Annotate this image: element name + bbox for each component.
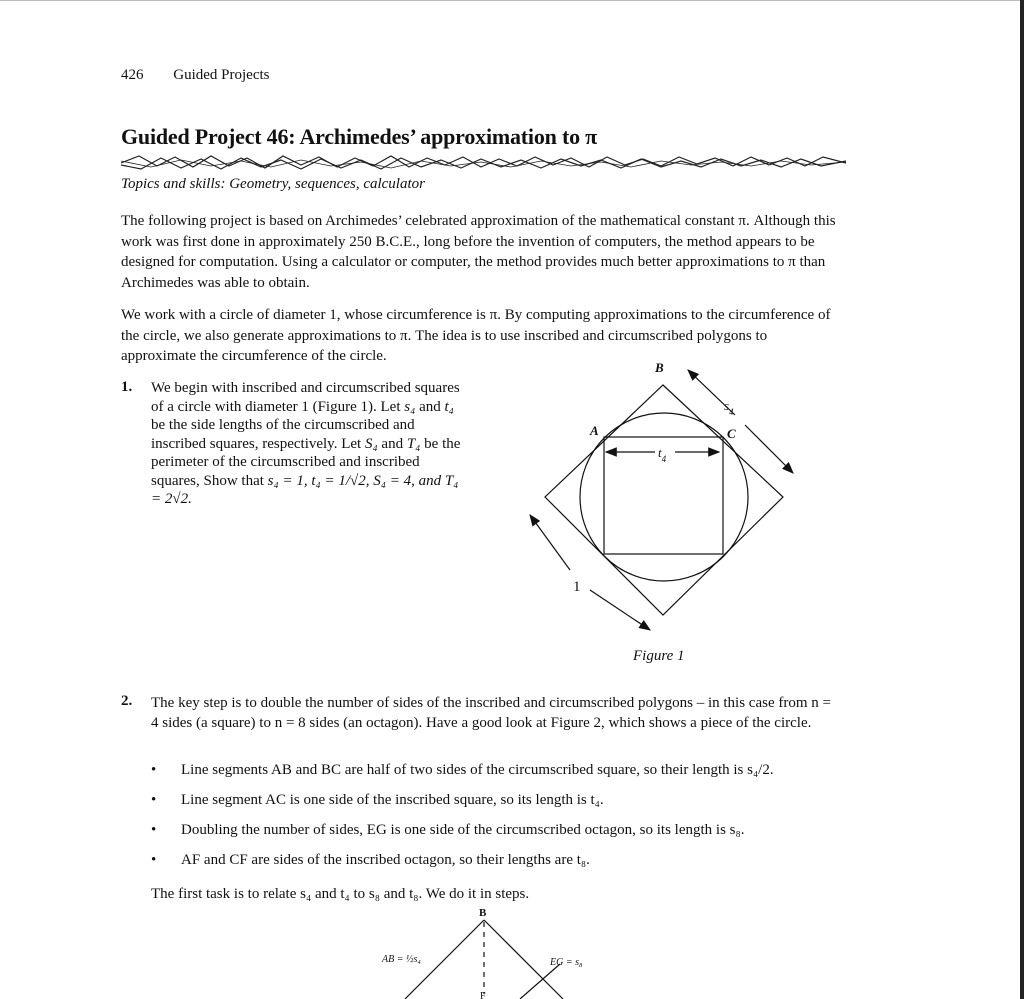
- page-number: 426: [121, 67, 144, 83]
- item-1-text: [151, 379, 471, 509]
- page-right-edge: [1020, 0, 1024, 999]
- item-1-text-c: be the side lengths of the circumscribed and inscribed squares, respectively. Let: [151, 417, 415, 452]
- one-arrow-down: [590, 590, 650, 630]
- bullet-icon: •: [151, 792, 157, 808]
- label-EG: EG = s₈: [550, 957, 583, 968]
- bullet-icon: •: [151, 852, 157, 868]
- label-B: B: [655, 360, 664, 375]
- one-arrow-up: [530, 515, 570, 570]
- s4-arrow-down: [745, 425, 793, 473]
- var-t4: t₄: [444, 398, 454, 415]
- var-s4: s₄: [404, 398, 416, 415]
- item-1-formula: s₄ = 1, t₄ = 1/√2, S₄ = 4, and T₄ = 2√2.: [151, 472, 459, 507]
- project-title: Guided Project 46: Archimedes’ approximation to π: [121, 124, 598, 149]
- item-2-text: The key step is to double the number of sides of the inscribed and circumscribed polygons – in this case from n = 4 sides (a square) to n = 8 sides (an octagon). Have a good look at Figure 2, which shows a piece of the circle.: [151, 695, 831, 731]
- circle-paragraph: We work with a circle of diameter 1, whose circumference is π. By computing approximations to the circumference of the circle, we also generate approximations to π. The idea is to use inscribed and circumscribed polygons to approximate the circumference of the circle.: [121, 307, 831, 364]
- segment-EG: [520, 964, 560, 999]
- label-A: A: [590, 423, 599, 438]
- label-B2: B: [479, 907, 487, 919]
- item-1-text-e: be the perimeter of the circumscribed and inscribed squares, Show that: [151, 435, 461, 489]
- item-1-text-d: and: [377, 435, 407, 452]
- list-item: [151, 850, 851, 880]
- list-item: [151, 820, 851, 850]
- bullet-icon: •: [151, 822, 157, 838]
- decorative-rule: [121, 152, 846, 174]
- label-s4: $s_4$: [724, 398, 734, 417]
- item-1-text-a: We begin with inscribed and circumscribed squares of a circle with diameter 1 (Figure 1). Let: [151, 380, 460, 415]
- item-1-text-b: and: [415, 398, 445, 415]
- running-header: [121, 67, 269, 84]
- figure-1-caption: Figure 1: [633, 648, 685, 664]
- label-one: 1: [573, 579, 581, 595]
- bullet-list: [151, 760, 851, 880]
- bullet-text: Line segments AB and BC are half of two sides of the circumscribed square, so their length is s₄/2.: [181, 762, 774, 778]
- list-item: [151, 760, 851, 790]
- var-T4: T₄: [406, 435, 421, 452]
- bullet-text: Doubling the number of sides, EG is one side of the circumscribed octagon, so its length is s₈.: [181, 822, 745, 838]
- bullet-text: Line segment AC is one side of the inscribed square, so its length is t₄.: [181, 792, 604, 808]
- bullet-icon: •: [151, 762, 157, 778]
- label-C: C: [727, 426, 736, 441]
- topics-line: Topics and skills: Geometry, sequences, calculator: [121, 176, 425, 192]
- intro-paragraph: The following project is based on Archimedes’ celebrated approximation of the mathematical constant π. Although this work was first done in approximately 250 B.C.E., long before the invention of computers, the method appears to be designed for computation. Using a calculator or computer, the method provides much better approximations to π than Archimedes was able to obtain.: [121, 213, 836, 291]
- var-S4: S₄: [364, 435, 378, 452]
- item-number-2: 2.: [121, 693, 133, 709]
- running-title: Guided Projects: [173, 67, 270, 83]
- figure-1-diagram: [505, 355, 815, 645]
- list-item: [151, 790, 851, 820]
- first-task-line: The first task is to relate s₄ and t₄ to s₈ and t₈. We do it in steps.: [151, 886, 530, 902]
- figure-2-diagram: [360, 902, 620, 999]
- label-t4: $t_4$: [658, 445, 667, 464]
- bullet-text: AF and CF are sides of the inscribed octagon, so their lengths are t₈.: [181, 852, 590, 868]
- label-AB: AB = ½s₄: [382, 954, 421, 965]
- label-F: F: [480, 991, 486, 999]
- item-number-1: 1.: [121, 379, 133, 395]
